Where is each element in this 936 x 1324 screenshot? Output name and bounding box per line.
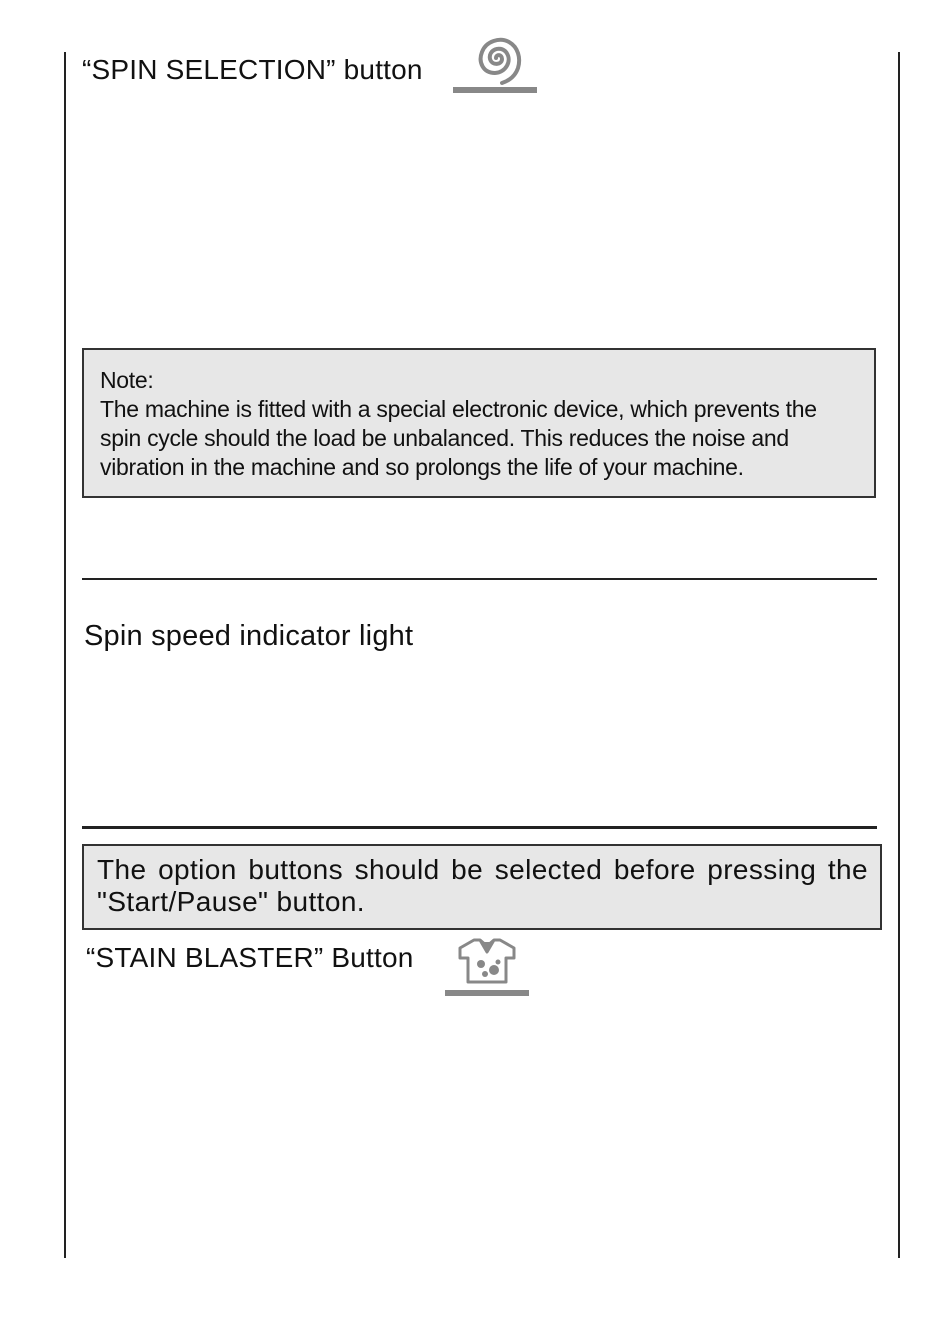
section-divider [82,826,877,829]
note-text: The machine is fitted with a special electronic device, which prevents the spin cycle should the load be unbalanced. This reduces the noise and vibration in the machine and so prolongs the life of your machine. [100,396,817,480]
page-border-right [898,52,900,1258]
note-box [82,348,876,498]
spin-selection-heading: “SPIN SELECTION” button [82,54,423,85]
spin-speed-indicator-heading: Spin speed indicator light [84,620,414,652]
spin-spiral-icon [452,26,538,96]
option-notice-text: The option buttons should be selected before pressing the "Start/Pause" button. [97,854,868,917]
section-divider [82,578,877,580]
option-notice-box [82,844,882,930]
stain-blaster-heading: “STAIN BLASTER” Button [86,942,414,973]
note-label: Note: [100,367,154,393]
page-border-left [64,52,66,1258]
stained-shirt-icon [444,934,530,998]
